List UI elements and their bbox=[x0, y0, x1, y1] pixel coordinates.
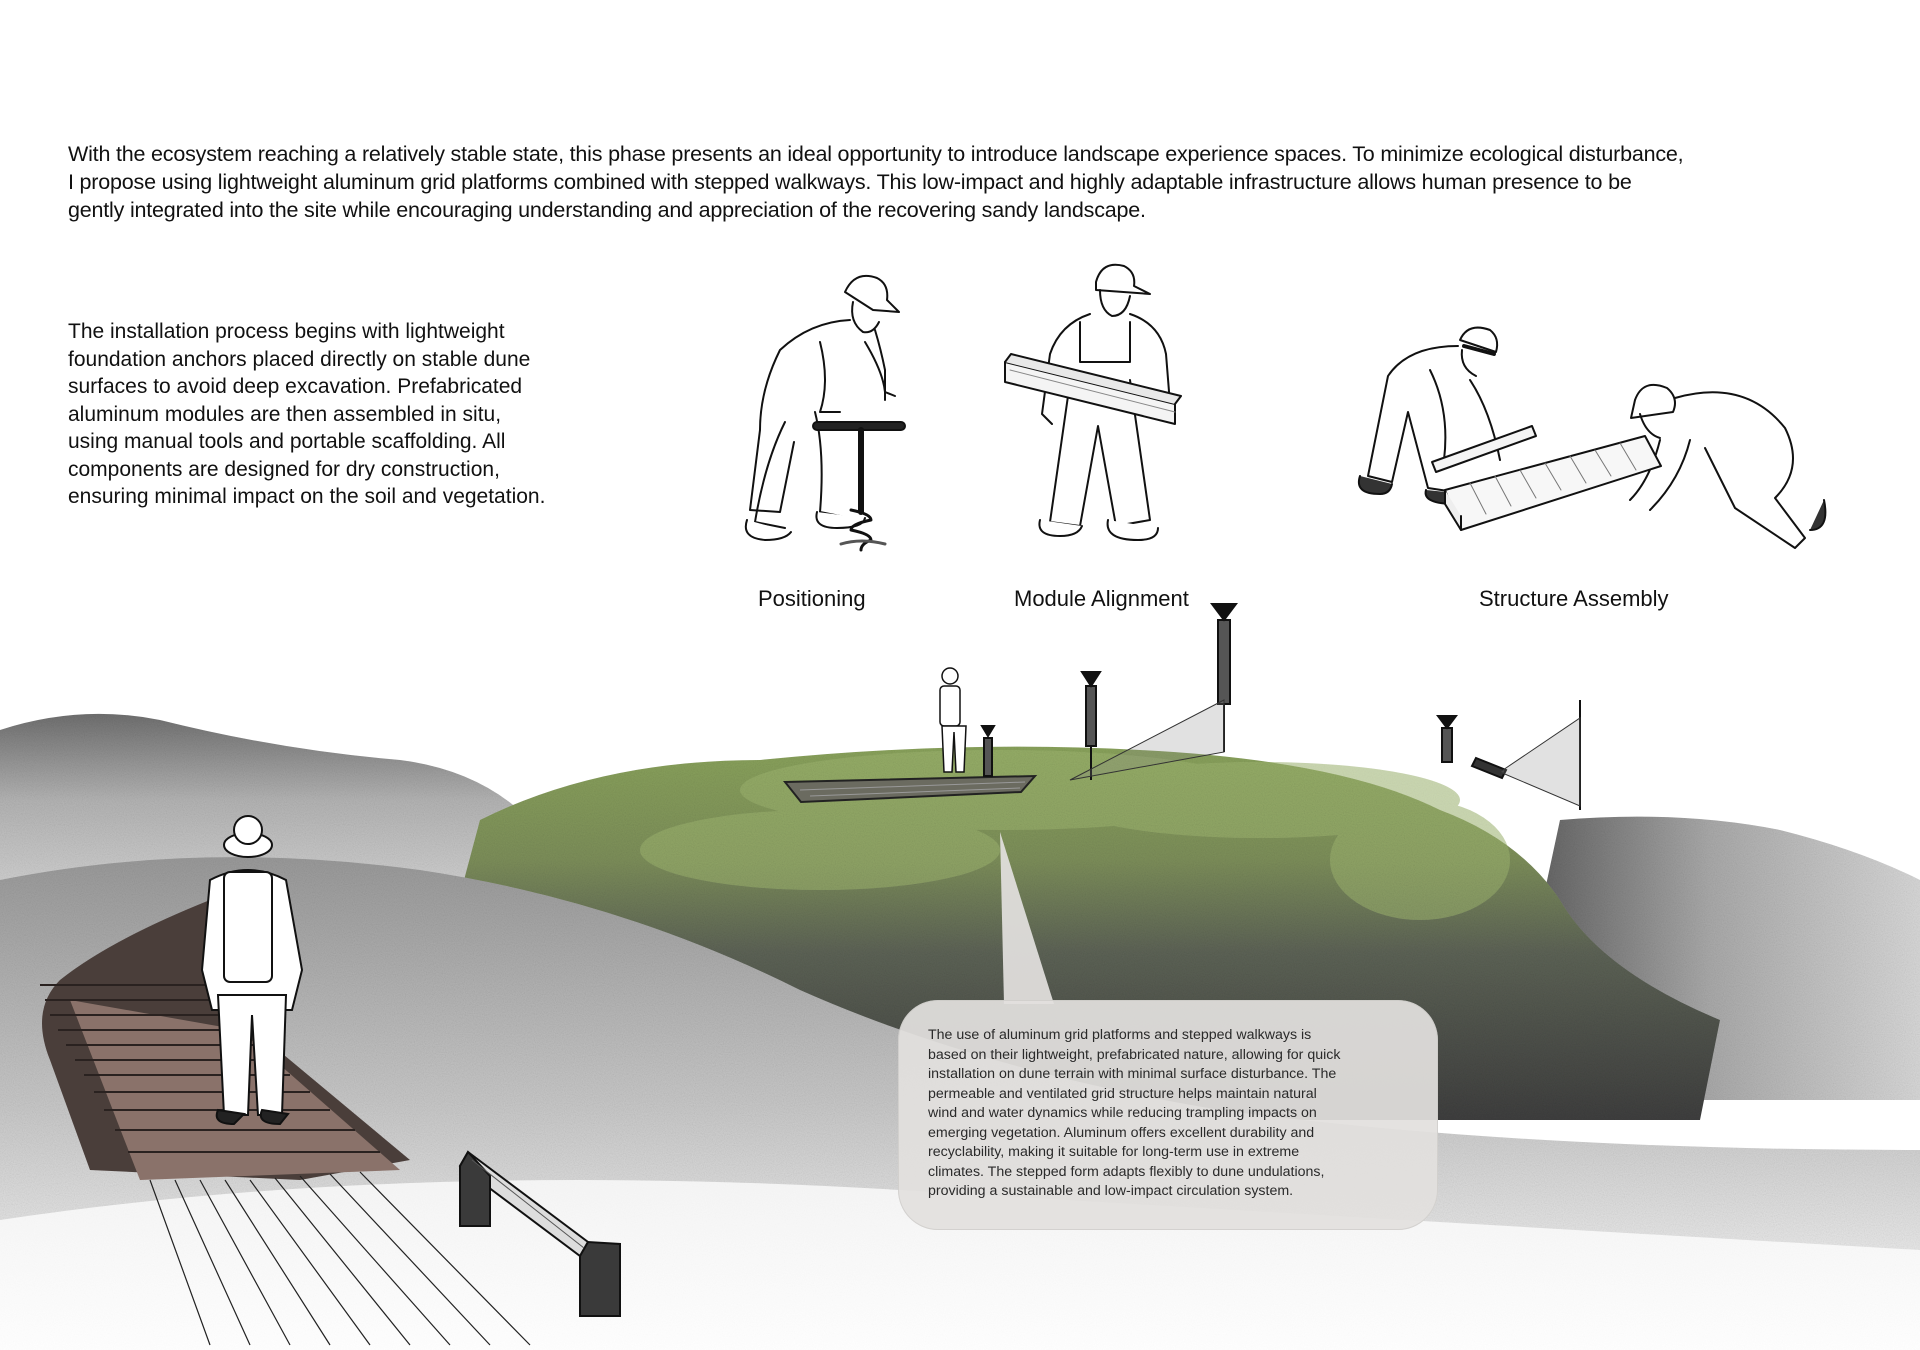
module-alignment-illustration bbox=[1000, 252, 1200, 552]
intro-line: With the ecosystem reaching a relatively stable state, this phase presents an ideal opportunity to introduce landscape experience spaces. To minimize ecological disturbance, bbox=[68, 142, 1684, 166]
process-line: using manual tools and portable scaffolding. All bbox=[68, 430, 506, 453]
intro-line: gently integrated into the site while encouraging understanding and appreciation of the recovering sandy landscape. bbox=[68, 198, 1146, 222]
process-line: components are designed for dry construction, bbox=[68, 457, 500, 481]
callout-line: providing a sustainable and low-impact circulation system. bbox=[928, 1183, 1294, 1199]
callout-line: The use of aluminum grid platforms and stepped walkways is bbox=[928, 1027, 1312, 1043]
walker-on-dune bbox=[940, 668, 966, 772]
process-line: foundation anchors placed directly on stable dune bbox=[68, 347, 531, 371]
dune-landscape-scene bbox=[0, 600, 1920, 1350]
intro-paragraph bbox=[68, 140, 1868, 224]
callout-line: recyclability, making it suitable for long-term use in extreme bbox=[928, 1144, 1300, 1160]
callout-text bbox=[928, 1026, 1408, 1202]
positioning-illustration bbox=[725, 262, 925, 552]
step-label-module-alignment: Module Alignment bbox=[1014, 586, 1189, 611]
callout-pointer bbox=[998, 830, 1058, 1005]
callout-line: climates. The stepped form adapts flexibly to dune undulations, bbox=[928, 1163, 1325, 1180]
intro-line: I propose using lightweight aluminum grid platforms combined with stepped walkways. This low-impact and highly adaptable infrastructure allows human presence to be bbox=[68, 170, 1632, 194]
callout-line: emerging vegetation. Aluminum offers excellent durability and bbox=[928, 1124, 1315, 1141]
callout-line: permeable and ventilated grid structure helps maintain natural bbox=[928, 1085, 1317, 1102]
process-line: surfaces to avoid deep excavation. Prefabricated bbox=[68, 375, 523, 398]
process-line: aluminum modules are then assembled in situ, bbox=[68, 402, 502, 426]
structure-assembly-illustration bbox=[1340, 290, 1860, 550]
process-line: ensuring minimal impact on the soil and vegetation. bbox=[68, 485, 546, 508]
callout-line: wind and water dynamics while reducing trampling impacts on bbox=[928, 1105, 1317, 1121]
step-label-structure-assembly: Structure Assembly bbox=[1479, 586, 1669, 611]
callout-line: based on their lightweight, prefabricated nature, allowing for quick bbox=[928, 1046, 1341, 1063]
aluminum-grid-callout bbox=[898, 1000, 1438, 1230]
step-label-positioning: Positioning bbox=[758, 586, 866, 611]
process-line: The installation process begins with lightweight bbox=[68, 320, 505, 343]
callout-line: installation on dune terrain with minimal surface disturbance. The bbox=[928, 1066, 1337, 1082]
installation-process-paragraph bbox=[68, 318, 628, 511]
